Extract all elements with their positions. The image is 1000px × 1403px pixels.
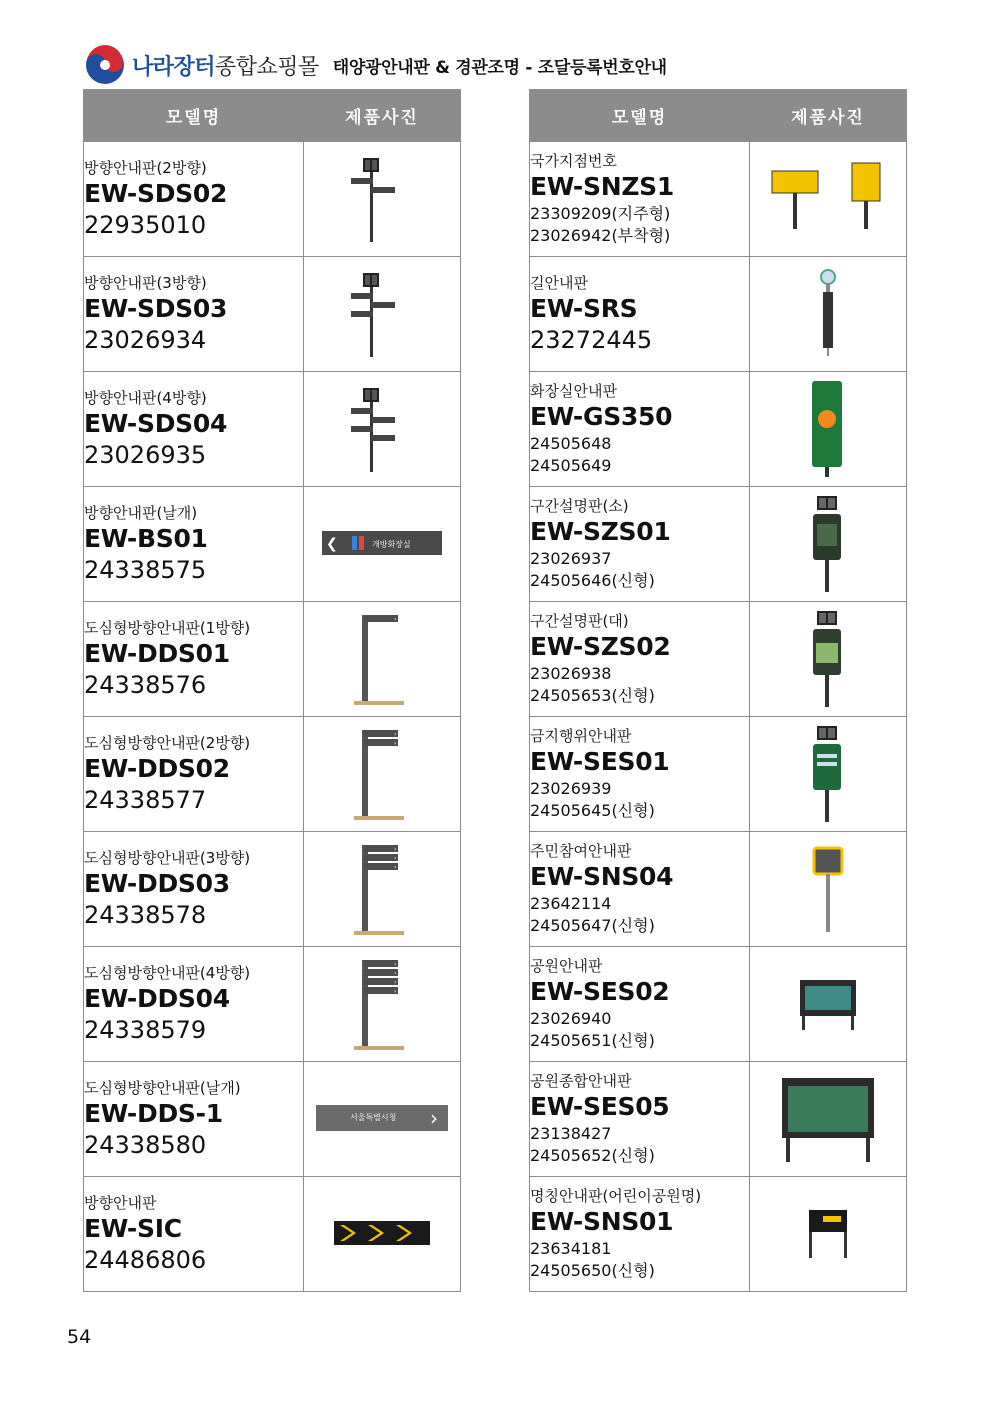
svg-text:›: ›: [394, 988, 397, 995]
photo-cell: [304, 1062, 461, 1177]
product-category: 구간설명판(대): [530, 611, 629, 630]
government-logo-icon: [84, 44, 126, 86]
model-cell: [84, 487, 304, 602]
photo-column-header: 제품사진: [750, 90, 907, 142]
registration-number: 23642114: [530, 893, 612, 913]
svg-text:›: ›: [394, 616, 397, 623]
product-category: 공원종합안내판: [530, 1071, 632, 1090]
product-category: 명칭안내판(어린이공원명): [530, 1186, 702, 1205]
product-row: [84, 487, 461, 602]
registration-number: 23026937: [530, 548, 612, 568]
model-code: EW-DDS02: [84, 753, 230, 783]
product-row: [84, 947, 461, 1062]
model-cell: [530, 717, 750, 832]
model-cell: [84, 372, 304, 487]
product-row: [530, 832, 907, 947]
signpost-2way-icon: [304, 142, 460, 256]
svg-text:›: ›: [394, 970, 397, 977]
registration-number: 24505650(신형): [530, 1260, 655, 1280]
model-code: EW-SDS04: [84, 408, 228, 438]
signpost-3way-icon: [304, 257, 460, 371]
photo-cell: [304, 142, 461, 257]
registration-number: 24505652(신형): [530, 1145, 655, 1165]
product-category: 도심형방향안내판(날개): [84, 1078, 241, 1097]
svg-text:›: ›: [394, 731, 397, 738]
product-row: [84, 602, 461, 717]
svg-text:›: ›: [394, 864, 397, 871]
model-code: EW-DDS03: [84, 868, 230, 898]
product-row: [84, 257, 461, 372]
section-board-large-icon: [750, 602, 906, 716]
model-cell: [84, 1177, 304, 1292]
right-catalog-table: [529, 89, 907, 1292]
product-category: 방향안내판(4방향): [84, 388, 207, 407]
resident-board-icon: [750, 832, 906, 946]
svg-text:›: ›: [430, 1106, 438, 1130]
photo-cell: [750, 947, 907, 1062]
model-cell: [530, 257, 750, 372]
product-row: [530, 602, 907, 717]
registration-number: 24338579: [84, 1015, 207, 1044]
signpost-4way-icon: [304, 372, 460, 486]
road-guide-pole-icon: [750, 257, 906, 371]
registration-number: 23309209(지주형): [530, 203, 671, 223]
national-point-number-sign-icon: [750, 142, 906, 256]
product-category: 도심형방향안내판(3방향): [84, 848, 251, 867]
urban-signpost-2way-icon: [304, 717, 460, 831]
photo-cell: [304, 832, 461, 947]
photo-cell: [304, 717, 461, 832]
photo-cell: [750, 372, 907, 487]
model-code: EW-SES01: [530, 746, 670, 776]
product-row: [530, 1177, 907, 1292]
registration-number: 23138427: [530, 1123, 612, 1143]
park-guide-board-icon: [750, 947, 906, 1061]
svg-text:❮: ❮: [326, 536, 338, 552]
photo-cell: [750, 487, 907, 602]
product-category: 방향안내판(2방향): [84, 158, 207, 177]
svg-text:›: ›: [394, 846, 397, 853]
model-cell: [530, 372, 750, 487]
svg-text:›: ›: [394, 855, 397, 862]
photo-cell: [750, 1177, 907, 1292]
registration-number: 23026935: [84, 440, 207, 469]
model-code: EW-BS01: [84, 523, 208, 553]
registration-number: 23026938: [530, 663, 612, 683]
registration-number: 24338576: [84, 670, 207, 699]
svg-text:›: ›: [394, 740, 397, 747]
brand-name: [132, 50, 319, 81]
product-row: [530, 947, 907, 1062]
photo-cell: [750, 717, 907, 832]
model-code: EW-SDS02: [84, 178, 228, 208]
registration-number: 23026940: [530, 1008, 612, 1028]
brand-part1: 나라장터: [132, 54, 216, 80]
registration-number: 23272445: [530, 325, 653, 354]
urban-signpost-1way-icon: [304, 602, 460, 716]
registration-number: 24338578: [84, 900, 207, 929]
registration-number: 24338575: [84, 555, 207, 584]
registration-number: 24505646(신형): [530, 570, 655, 590]
product-category: 국가지점번호: [530, 151, 617, 170]
product-row: [84, 372, 461, 487]
product-category: 도심형방향안내판(1방향): [84, 618, 251, 637]
product-row: [530, 1062, 907, 1177]
product-category: 공원안내판: [530, 956, 603, 975]
svg-text:서울특별시청: 서울특별시청: [350, 1113, 397, 1122]
registration-number: 23026934: [84, 325, 207, 354]
registration-number: 22935010: [84, 210, 207, 239]
product-category: 도심형방향안내판(2방향): [84, 733, 251, 752]
urban-wing-sign-icon: [304, 1062, 460, 1176]
model-code: EW-SNS04: [530, 861, 674, 891]
model-cell: [84, 832, 304, 947]
product-category: 방향안내판: [84, 1193, 157, 1212]
page-number: 54: [67, 1326, 92, 1348]
model-cell: [530, 487, 750, 602]
model-code: EW-SES05: [530, 1091, 670, 1121]
model-code: EW-SDS03: [84, 293, 228, 323]
photo-cell: [304, 947, 461, 1062]
svg-text:›: ›: [394, 961, 397, 968]
model-cell: [84, 142, 304, 257]
product-category: 방향안내판(3방향): [84, 273, 207, 292]
model-code: EW-SNS01: [530, 1206, 674, 1236]
product-row: [84, 1177, 461, 1292]
section-board-small-icon: [750, 487, 906, 601]
prohibition-board-icon: [750, 717, 906, 831]
park-map-board-icon: [750, 1062, 906, 1176]
model-code: EW-GS350: [530, 401, 673, 431]
registration-number: 23026939: [530, 778, 612, 798]
registration-number: 24338580: [84, 1130, 207, 1159]
chevron-arrow-sign-icon: [304, 1177, 460, 1291]
registration-number: 24505651(신형): [530, 1030, 655, 1050]
product-category: 구간설명판(소): [530, 496, 629, 515]
photo-cell: [304, 487, 461, 602]
registration-number: 24486806: [84, 1245, 207, 1274]
photo-cell: [304, 257, 461, 372]
product-row: [84, 1062, 461, 1177]
model-cell: [530, 1177, 750, 1292]
photo-cell: [304, 372, 461, 487]
model-code: EW-DDS-1: [84, 1098, 223, 1128]
model-code: EW-SNZS1: [530, 171, 674, 201]
photo-cell: [304, 602, 461, 717]
urban-signpost-4way-icon: [304, 947, 460, 1061]
product-row: [530, 372, 907, 487]
model-cell: [530, 1062, 750, 1177]
page-header: [84, 42, 667, 88]
product-category: 화장실안내판: [530, 381, 617, 400]
registration-number: 24505647(신형): [530, 915, 655, 935]
svg-text:개방화장실: 개방화장실: [372, 540, 411, 549]
product-row: [84, 832, 461, 947]
registration-number: 24338577: [84, 785, 207, 814]
photo-cell: [750, 602, 907, 717]
photo-cell: [304, 1177, 461, 1292]
page-subtitle: 태양광안내판 & 경관조명 - 조달등록번호안내: [332, 57, 667, 78]
registration-number: 24505649: [530, 455, 612, 475]
photo-cell: [750, 257, 907, 372]
name-board-icon: [750, 1177, 906, 1291]
product-row: [84, 717, 461, 832]
model-cell: [84, 602, 304, 717]
photo-cell: [750, 142, 907, 257]
product-category: 주민참여안내판: [530, 841, 632, 860]
product-category: 금지행위안내판: [530, 726, 632, 745]
product-row: [530, 257, 907, 372]
model-code: EW-DDS01: [84, 638, 230, 668]
registration-number: 23026942(부착형): [530, 225, 671, 245]
model-code: EW-SZS02: [530, 631, 671, 661]
wing-sign-restroom-icon: [304, 487, 460, 601]
urban-signpost-3way-icon: [304, 832, 460, 946]
model-column-header: 모델명: [530, 90, 750, 142]
product-row: [84, 142, 461, 257]
product-row: [530, 487, 907, 602]
model-code: EW-SRS: [530, 293, 638, 323]
model-cell: [530, 832, 750, 947]
model-cell: [84, 257, 304, 372]
model-cell: [530, 602, 750, 717]
model-code: EW-SES02: [530, 976, 670, 1006]
brand-part2: 종합쇼핑몰: [215, 54, 319, 80]
model-cell: [530, 142, 750, 257]
product-category: 방향안내판(날개): [84, 503, 198, 522]
model-code: EW-DDS04: [84, 983, 230, 1013]
registration-number: 24505648: [530, 433, 612, 453]
photo-column-header: 제품사진: [304, 90, 461, 142]
svg-text:›: ›: [394, 979, 397, 986]
model-cell: [84, 717, 304, 832]
product-row: [530, 142, 907, 257]
product-category: 길안내판: [530, 273, 588, 292]
registration-number: 23634181: [530, 1238, 612, 1258]
model-code: EW-SIC: [84, 1213, 182, 1243]
photo-cell: [750, 1062, 907, 1177]
model-cell: [84, 947, 304, 1062]
model-cell: [84, 1062, 304, 1177]
product-row: [530, 717, 907, 832]
model-column-header: 모델명: [84, 90, 304, 142]
restroom-guide-sign-icon: [750, 372, 906, 486]
registration-number: 24505653(신형): [530, 685, 655, 705]
model-cell: [530, 947, 750, 1062]
left-catalog-table: [83, 89, 461, 1292]
photo-cell: [750, 832, 907, 947]
registration-number: 24505645(신형): [530, 800, 655, 820]
product-category: 도심형방향안내판(4방향): [84, 963, 251, 982]
model-code: EW-SZS01: [530, 516, 671, 546]
